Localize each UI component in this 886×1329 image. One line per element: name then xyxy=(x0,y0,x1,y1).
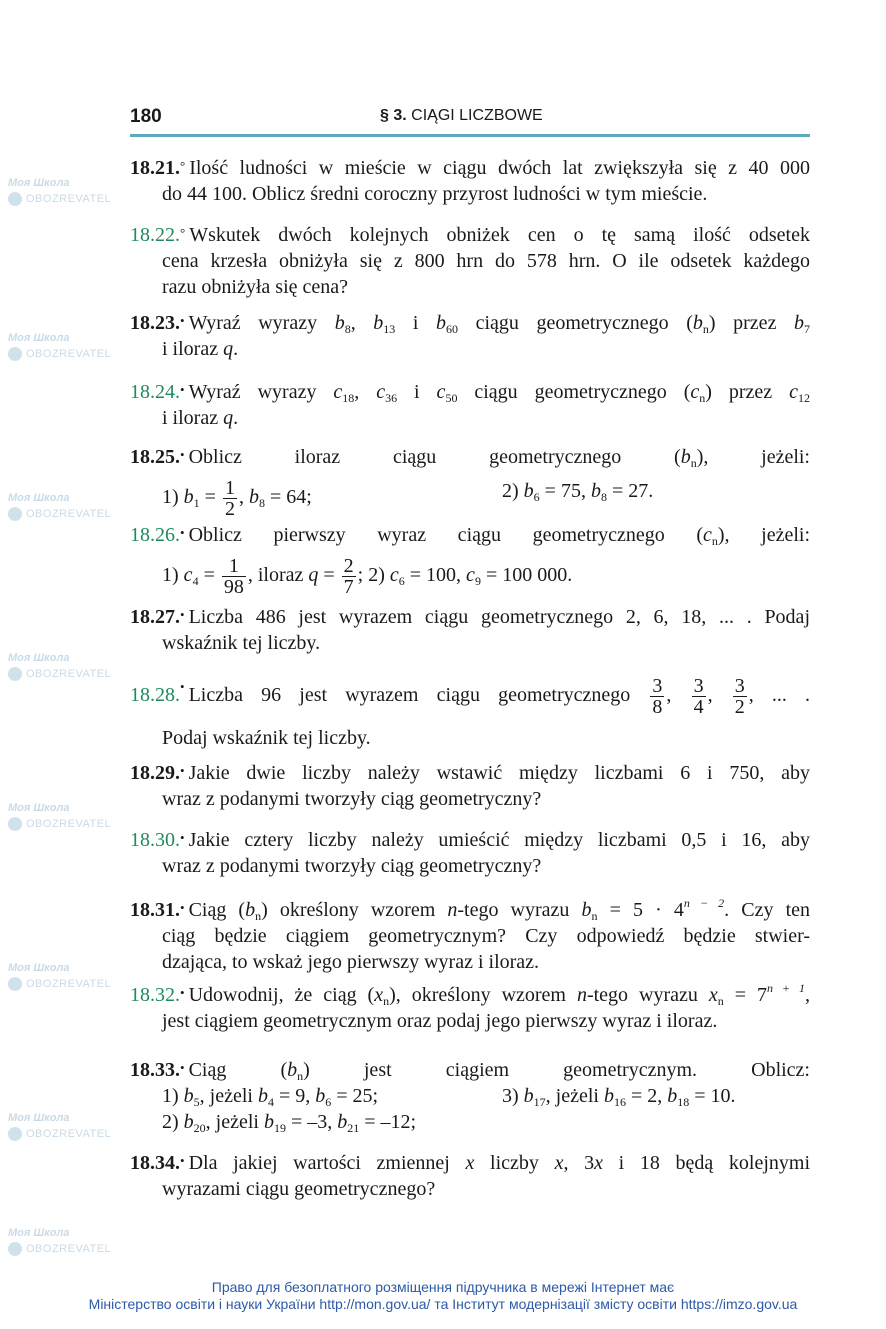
exercise-line: 18.26.• Oblicz pierwszy wyraz ciągu geometrycznego $(c_n)$, jeżeli: xyxy=(130,524,810,548)
exercise-number: 18.24. xyxy=(130,381,180,403)
watermark-brand: OBOZREVATEL xyxy=(26,348,112,360)
exercise-line: dzająca, to wskaż jego pierwszy wyraz i iloraz. xyxy=(162,951,540,973)
exercise-number: 18.32. xyxy=(130,984,180,1006)
difficulty-mark: ° xyxy=(180,158,186,173)
watermark-logo xyxy=(8,650,116,682)
exercise-line: 18.24.• Wyraź wyrazy $c_{18}$, $c_{36}$ i $c_{50}$ ciągu geometrycznego $(c_n)$ przez $c_{12}$ xyxy=(130,381,810,405)
difficulty-mark: • xyxy=(180,830,185,845)
watermark-row xyxy=(8,191,116,207)
answer-option: 1) $b_1$ = $\frac{1}{2}$ , $b_8 = 64$; xyxy=(162,477,312,520)
math-variable: x xyxy=(465,1152,475,1174)
fraction xyxy=(222,556,246,597)
exercise-number: 18.25. xyxy=(130,446,180,468)
denominator: 2 xyxy=(224,498,235,520)
watermark-brand: OBOZREVATEL xyxy=(26,508,112,520)
exercise-line xyxy=(130,470,810,527)
math-variable: c xyxy=(389,564,399,587)
watermark-circle-icon xyxy=(8,817,22,831)
numerator: 1 xyxy=(224,477,235,499)
watermark-logo xyxy=(8,330,116,362)
subscript: 18 xyxy=(677,1095,690,1109)
exercise-number: 18.31. xyxy=(130,899,180,921)
watermark-logo xyxy=(8,175,116,207)
math-variable: b xyxy=(680,446,691,468)
exercise-number: 18.34. xyxy=(130,1152,180,1174)
exercise-line: jest ciągiem geometrycznym oraz podaj jego pierwszy wyraz i iloraz. xyxy=(162,1010,718,1032)
subscript: 13 xyxy=(383,322,396,336)
numerator: 1 xyxy=(222,556,246,577)
exercise-number: 18.23. xyxy=(130,312,180,334)
watermark-brand: OBOZREVATEL xyxy=(26,668,112,680)
difficulty-mark: • xyxy=(180,763,185,778)
math-variable: c xyxy=(183,564,193,587)
watermark-row xyxy=(8,1225,116,1241)
exercise-number: 18.28. xyxy=(130,684,180,707)
watermark-circle-icon xyxy=(8,1242,22,1256)
denominator: 7 xyxy=(343,576,354,598)
watermark-logo xyxy=(8,490,116,522)
watermark-brand: Моя Школа xyxy=(8,1112,70,1124)
subscript: n xyxy=(383,994,390,1008)
answer-options xyxy=(162,1083,810,1109)
math-variable: x xyxy=(594,1152,604,1174)
subscript: n xyxy=(297,1069,304,1083)
exercise-line: i iloraz q. xyxy=(162,338,239,360)
math-variable: b xyxy=(183,1111,194,1133)
subscript: n xyxy=(591,909,598,923)
math-variable: c xyxy=(690,381,700,403)
math-variable: b xyxy=(581,899,592,921)
watermark-row xyxy=(8,1241,116,1257)
watermark-circle-icon xyxy=(8,507,22,521)
subscript: 50 xyxy=(445,391,458,405)
math-variable: x xyxy=(374,984,384,1006)
difficulty-mark: • xyxy=(180,679,185,694)
watermark-circle-icon xyxy=(8,977,22,991)
difficulty-mark: • xyxy=(180,1153,185,1168)
math-variable: b xyxy=(794,312,805,334)
exercise-18-30 xyxy=(130,827,810,879)
subscript: 4 xyxy=(192,574,199,589)
exercise-line: 2) $b_{20}$, jeżeli $b_{19} = -3$, $b_{21} = -12$; xyxy=(162,1111,417,1135)
exercise-18-26 xyxy=(130,522,810,605)
math-variable: b xyxy=(248,486,259,509)
math-variable: c xyxy=(703,524,712,546)
subscript: n xyxy=(717,994,724,1008)
math-variable: b xyxy=(603,1085,614,1107)
watermark-row xyxy=(8,1126,116,1142)
watermark-brand: OBOZREVATEL xyxy=(26,1243,112,1255)
fraction xyxy=(692,676,706,717)
watermark-row xyxy=(8,1110,116,1126)
watermark-logo xyxy=(8,1110,116,1142)
exercise-number: 18.27. xyxy=(130,606,180,628)
denominator: 4 xyxy=(693,696,704,718)
subscript: 20 xyxy=(193,1121,206,1135)
watermark-row xyxy=(8,650,116,666)
watermark-row xyxy=(8,800,116,816)
numerator: 2 xyxy=(343,555,354,577)
watermark-row xyxy=(8,816,116,832)
exponent: n − 2 xyxy=(683,896,725,910)
exercise-number: 18.29. xyxy=(130,762,180,784)
exercise-line: 18.34.• Dla jakiej wartości zmiennej x liczby x, 3x i 18 będą kolejnymi xyxy=(130,1152,811,1174)
watermark-brand: Моя Школа xyxy=(8,1227,70,1239)
watermark-brand: OBOZREVATEL xyxy=(26,818,112,830)
section-title xyxy=(380,107,543,125)
subscript: 6 xyxy=(398,574,405,589)
watermark-logo xyxy=(8,1225,116,1257)
exercise-number: 18.30. xyxy=(130,829,180,851)
difficulty-mark: • xyxy=(180,525,185,540)
subscript: 60 xyxy=(446,322,459,336)
exercise-line xyxy=(130,1083,810,1109)
denominator: 8 xyxy=(652,696,663,718)
math-variable: b xyxy=(692,312,703,334)
math-variable: b xyxy=(523,480,534,502)
exercise-line: razu obniżyła się cena? xyxy=(162,276,349,298)
fraction xyxy=(342,556,356,597)
denominator: 98 xyxy=(223,576,244,598)
watermark-row xyxy=(8,175,116,191)
watermark-brand: Моя Школа xyxy=(8,652,70,664)
math-variable: x xyxy=(708,984,718,1006)
math-variable: n xyxy=(576,984,587,1006)
exercise-line: wyrazami ciągu geometrycznego? xyxy=(162,1178,436,1200)
math-variable: b xyxy=(337,1111,348,1133)
subscript: 4 xyxy=(267,1095,274,1109)
exercise-line: wraz z podanymi tworzyły ciąg geometryczny? xyxy=(162,788,542,810)
watermark-row xyxy=(8,666,116,682)
answer-option: 2) $b_6 = 75$, $b_8 = 27$. xyxy=(502,480,654,504)
math-variable: b xyxy=(287,1059,298,1081)
subscript: 8 xyxy=(600,490,607,504)
numerator: 3 xyxy=(652,675,663,697)
math-variable: b xyxy=(315,1085,326,1107)
exercise-18-25 xyxy=(130,444,810,527)
math-variable: q xyxy=(223,407,234,429)
subscript: n xyxy=(702,322,709,336)
subscript: 19 xyxy=(273,1121,286,1135)
math-variable: c xyxy=(789,381,798,403)
watermark-brand: Моя Школа xyxy=(8,962,70,974)
math-variable: b xyxy=(257,1085,268,1107)
exercise-line: do 44 100. Oblicz średni coroczny przyrost ludności w tym mieście. xyxy=(162,183,708,205)
exercise-line: 18.27.• Liczba 486 jest wyrazem ciągu geometrycznego 2, 6, 18, ... . Podaj xyxy=(130,606,810,628)
copyright-footer xyxy=(0,1279,886,1313)
exercise-line: ciąg będzie ciągiem geometrycznym? Czy odpowiedź będzie stwier- xyxy=(162,925,810,947)
difficulty-mark: • xyxy=(180,447,185,462)
math-variable: c xyxy=(436,381,446,403)
exercise-line: Podaj wskaźnik tej liczby. xyxy=(162,727,371,749)
exercise-18-31 xyxy=(130,897,810,975)
math-variable: q xyxy=(308,564,319,587)
exercise-18-23 xyxy=(130,310,810,362)
exercise-18-33 xyxy=(130,1057,810,1135)
subscript: n xyxy=(690,456,697,470)
exercise-line: 18.32.• Udowodnij, że ciąg $(x_n)$, określony wzorem n-tego wyrazu $x_n = 7^{n + 1}$, xyxy=(130,981,810,1008)
exercise-line: i iloraz q. xyxy=(162,407,239,429)
math-variable: b xyxy=(183,1085,194,1107)
exercise-18-28 xyxy=(130,668,810,751)
math-variable: n xyxy=(447,899,458,921)
footer-line-1: Право для безоплатного розміщення підручника в мережі Інтернет має xyxy=(211,1279,675,1295)
numerator: 3 xyxy=(693,675,704,697)
section-name: CIĄGI LICZBOWE xyxy=(411,107,543,124)
math-variable: c xyxy=(466,564,475,587)
watermark-logo xyxy=(8,960,116,992)
watermark-logo xyxy=(8,800,116,832)
math-variable: b xyxy=(183,486,194,509)
watermark-row xyxy=(8,346,116,362)
exercise-line: wskaźnik tej liczby. xyxy=(162,632,321,654)
exercise-line: wraz z podanymi tworzyły ciąg geometryczny? xyxy=(162,855,542,877)
subscript: 8 xyxy=(344,322,351,336)
footer-line-2: Міністерство освіти і науки України http://mon.gov.ua/ та Інститут модернізації змісту освіти https://imzo.gov.ua xyxy=(88,1296,798,1312)
exercise-18-24 xyxy=(130,379,810,431)
exercise-line: 1) $c_4$ = $\frac{1}{98}$ , iloraz q = $\frac{2}{7}$ ; 2) $c_6 = 100$, $c_9 = 100$ 000. xyxy=(162,555,573,598)
subscript: 9 xyxy=(474,574,481,589)
difficulty-mark: ° xyxy=(180,225,186,240)
exercise-number: 18.22. xyxy=(130,224,180,246)
subscript: n xyxy=(711,534,718,548)
math-variable: b xyxy=(263,1111,274,1133)
subscript: 6 xyxy=(325,1095,332,1109)
watermark-row xyxy=(8,976,116,992)
subscript: 7 xyxy=(804,322,811,336)
watermark-circle-icon xyxy=(8,667,22,681)
difficulty-mark: • xyxy=(180,607,185,622)
fraction xyxy=(650,676,664,717)
subscript: 16 xyxy=(613,1095,626,1109)
subscript: 6 xyxy=(533,490,540,504)
exercise-line: 18.33.• Ciąg $(b_n)$ jest ciągiem geometrycznym. Oblicz: xyxy=(130,1059,810,1083)
watermark-brand: OBOZREVATEL xyxy=(26,978,112,990)
math-variable: x xyxy=(554,1152,564,1174)
math-variable: b xyxy=(523,1085,534,1107)
exercise-line: 18.23.• Wyraź wyrazy $b_8$, $b_{13}$ i $b_{60}$ ciągu geometrycznego $(b_n)$ przez $b_7$ xyxy=(130,312,811,336)
subscript: 12 xyxy=(798,391,810,405)
watermark-brand: Моя Школа xyxy=(8,492,70,504)
exercise-18-32 xyxy=(130,982,810,1034)
watermark-brand: Моя Школа xyxy=(8,802,70,814)
exercise-line: 18.30.• Jakie cztery liczby należy umieścić między liczbami 0,5 i 16, aby xyxy=(130,829,810,851)
watermark-row xyxy=(8,506,116,522)
fraction xyxy=(733,676,747,717)
subscript: 1 xyxy=(193,496,200,511)
answer-option: 1) $b_5$, jeżeli $b_4 = 9$, $b_6 = 25$; xyxy=(162,1085,379,1109)
difficulty-mark: • xyxy=(180,382,185,397)
answer-option: 3) $b_{17}$, jeżeli $b_{16} = 2$, $b_{18} = 10$. xyxy=(502,1085,736,1109)
difficulty-mark: • xyxy=(180,985,185,1000)
section-prefix: § 3. xyxy=(380,107,407,124)
exercise-18-21 xyxy=(130,155,810,207)
subscript: n xyxy=(699,391,706,405)
exercise-18-34 xyxy=(130,1150,810,1202)
watermark-circle-icon xyxy=(8,1127,22,1141)
difficulty-mark: • xyxy=(180,1060,185,1075)
subscript: 21 xyxy=(347,1121,360,1135)
subscript: 8 xyxy=(258,496,265,511)
exercise-line: 18.25.• Oblicz iloraz ciągu geometrycznego $(b_n)$, jeżeli: xyxy=(130,446,810,470)
math-variable: b xyxy=(667,1085,678,1107)
header-divider xyxy=(130,134,810,137)
math-variable: c xyxy=(376,381,386,403)
math-variable: b xyxy=(334,312,345,334)
subscript: 18 xyxy=(342,391,355,405)
watermark-row xyxy=(8,960,116,976)
subscript: 17 xyxy=(533,1095,546,1109)
exercise-line: 18.22.° Wskutek dwóch kolejnych obniżek cen o tę samą ilość odsetek xyxy=(130,224,810,246)
exercise-18-29 xyxy=(130,760,810,812)
denominator: 2 xyxy=(734,696,745,718)
exercise-line: 18.29.• Jakie dwie liczby należy wstawić między liczbami 6 i 750, aby xyxy=(130,762,810,784)
exponent: n + 1 xyxy=(766,981,805,995)
watermark-brand: Моя Школа xyxy=(8,332,70,344)
numerator: 3 xyxy=(734,675,745,697)
subscript: n xyxy=(255,909,262,923)
math-variable: c xyxy=(333,381,343,403)
watermark-circle-icon xyxy=(8,192,22,206)
exercise-18-27 xyxy=(130,604,810,656)
answer-options xyxy=(162,478,810,519)
math-variable: b xyxy=(373,312,384,334)
page-number: 180 xyxy=(130,106,162,127)
watermark-brand: Моя Школа xyxy=(8,177,70,189)
exercise-line: 18.28.• Liczba 96 jest wyrazem ciągu geometrycznego $\frac{3}{8}$ , $\frac{3}{4}$ , $\frac{3}{2}$ , ... . xyxy=(130,675,811,718)
watermark-brand: OBOZREVATEL xyxy=(26,193,112,205)
watermark-brand: OBOZREVATEL xyxy=(26,1128,112,1140)
exercise-number: 18.21. xyxy=(130,157,180,179)
math-variable: q xyxy=(223,338,234,360)
math-variable: b xyxy=(436,312,447,334)
difficulty-mark: • xyxy=(180,900,185,915)
watermark-circle-icon xyxy=(8,347,22,361)
math-variable: b xyxy=(245,899,256,921)
exercise-18-22 xyxy=(130,222,810,300)
watermark-row xyxy=(8,330,116,346)
watermark-row xyxy=(8,490,116,506)
subscript: 36 xyxy=(385,391,398,405)
exercise-line: cena krzesła obniżyła się z 800 hrn do 578 hrn. O ile odsetek każdego xyxy=(162,250,810,272)
exercise-number: 18.26. xyxy=(130,524,180,546)
exercise-line: 18.21.° Ilość ludności w mieście w ciągu dwóch lat zwiększyła się z 40 000 xyxy=(130,157,810,179)
math-variable: b xyxy=(590,480,601,502)
subscript: 5 xyxy=(193,1095,200,1109)
difficulty-mark: • xyxy=(180,313,185,328)
exercise-number: 18.33. xyxy=(130,1059,180,1081)
exercise-line: 18.31.• Ciąg $(b_n)$ określony wzorem n-tego wyrazu $b_n = 5 \cdot 4^{n - 2}$. Czy ten xyxy=(130,896,811,923)
fraction xyxy=(223,478,237,519)
